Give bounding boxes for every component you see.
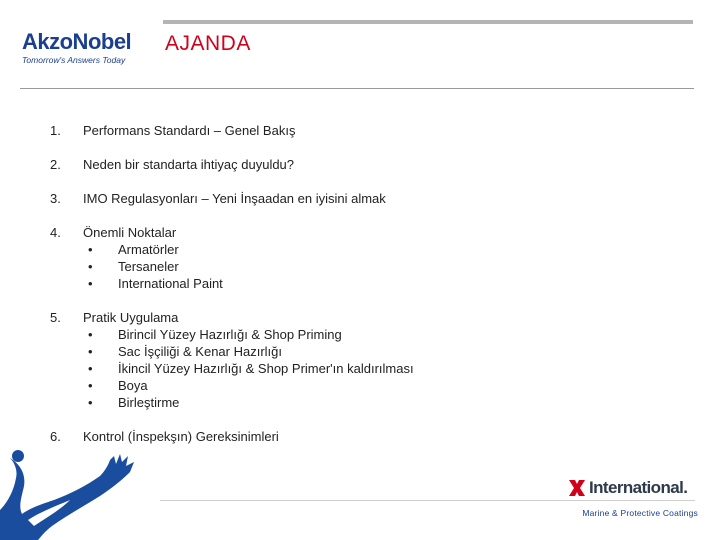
agenda-subitem: • Sac İşçiliği & Kenar Hazırlığı (83, 343, 650, 360)
agenda-item (50, 224, 650, 292)
international-logo-dot: . (683, 478, 688, 497)
agenda-item (50, 428, 650, 445)
agenda-subitem: • Armatörler (83, 241, 650, 258)
agenda-item-text: Performans Standardı – Genel Bakış (83, 123, 296, 138)
brand-name: AkzoNobel (22, 29, 132, 54)
agenda-item-text: Pratik Uygulama (83, 310, 179, 325)
agenda-item-number: 6. (50, 429, 61, 444)
division-label: Marine & Protective Coatings (582, 508, 698, 518)
agenda-list (50, 122, 650, 462)
agenda-sublist (83, 241, 650, 292)
agenda-item (50, 309, 650, 411)
agenda-item (50, 190, 650, 207)
footer-divider (160, 500, 695, 501)
agenda-item (50, 156, 650, 173)
page-title: AJANDA (165, 32, 251, 55)
agenda-item-number: 2. (50, 157, 61, 172)
agenda-item-number: 1. (50, 123, 61, 138)
agenda-subitem: • Birleştirme (83, 394, 650, 411)
akzonobel-logo (22, 30, 142, 65)
agenda-item-text: IMO Regulasyonları – Yeni İnşaadan en iyisini almak (83, 191, 386, 206)
akzonobel-figure-icon (0, 450, 150, 540)
agenda-item-text: Kontrol (İnspekşın) Gereksinimleri (83, 429, 279, 444)
agenda-subitem: • International Paint (83, 275, 650, 292)
agenda-item-number: 4. (50, 225, 61, 240)
agenda-item-text: Önemli Noktalar (83, 225, 177, 240)
agenda-item-text: Neden bir standarta ihtiyaç duyuldu? (83, 157, 295, 172)
agenda-subitem: • Birincil Yüzey Hazırlığı & Shop Priming (83, 326, 650, 343)
header-divider (20, 88, 694, 89)
agenda-sublist (83, 326, 650, 411)
international-logo-text: International (589, 478, 684, 497)
top-rule (163, 20, 693, 24)
agenda-subitem: • Tersaneler (83, 258, 650, 275)
brand-tagline: Tomorrow's Answers Today (22, 55, 126, 65)
agenda-subitem: • Boya (83, 377, 650, 394)
international-x-icon (567, 478, 587, 498)
international-logo (567, 477, 687, 499)
agenda-subitem: • İkincil Yüzey Hazırlığı & Shop Primer'ın kaldırılması (83, 360, 650, 377)
agenda-item (50, 122, 650, 139)
agenda-item-number: 5. (50, 310, 61, 325)
agenda-item-number: 3. (50, 191, 61, 206)
